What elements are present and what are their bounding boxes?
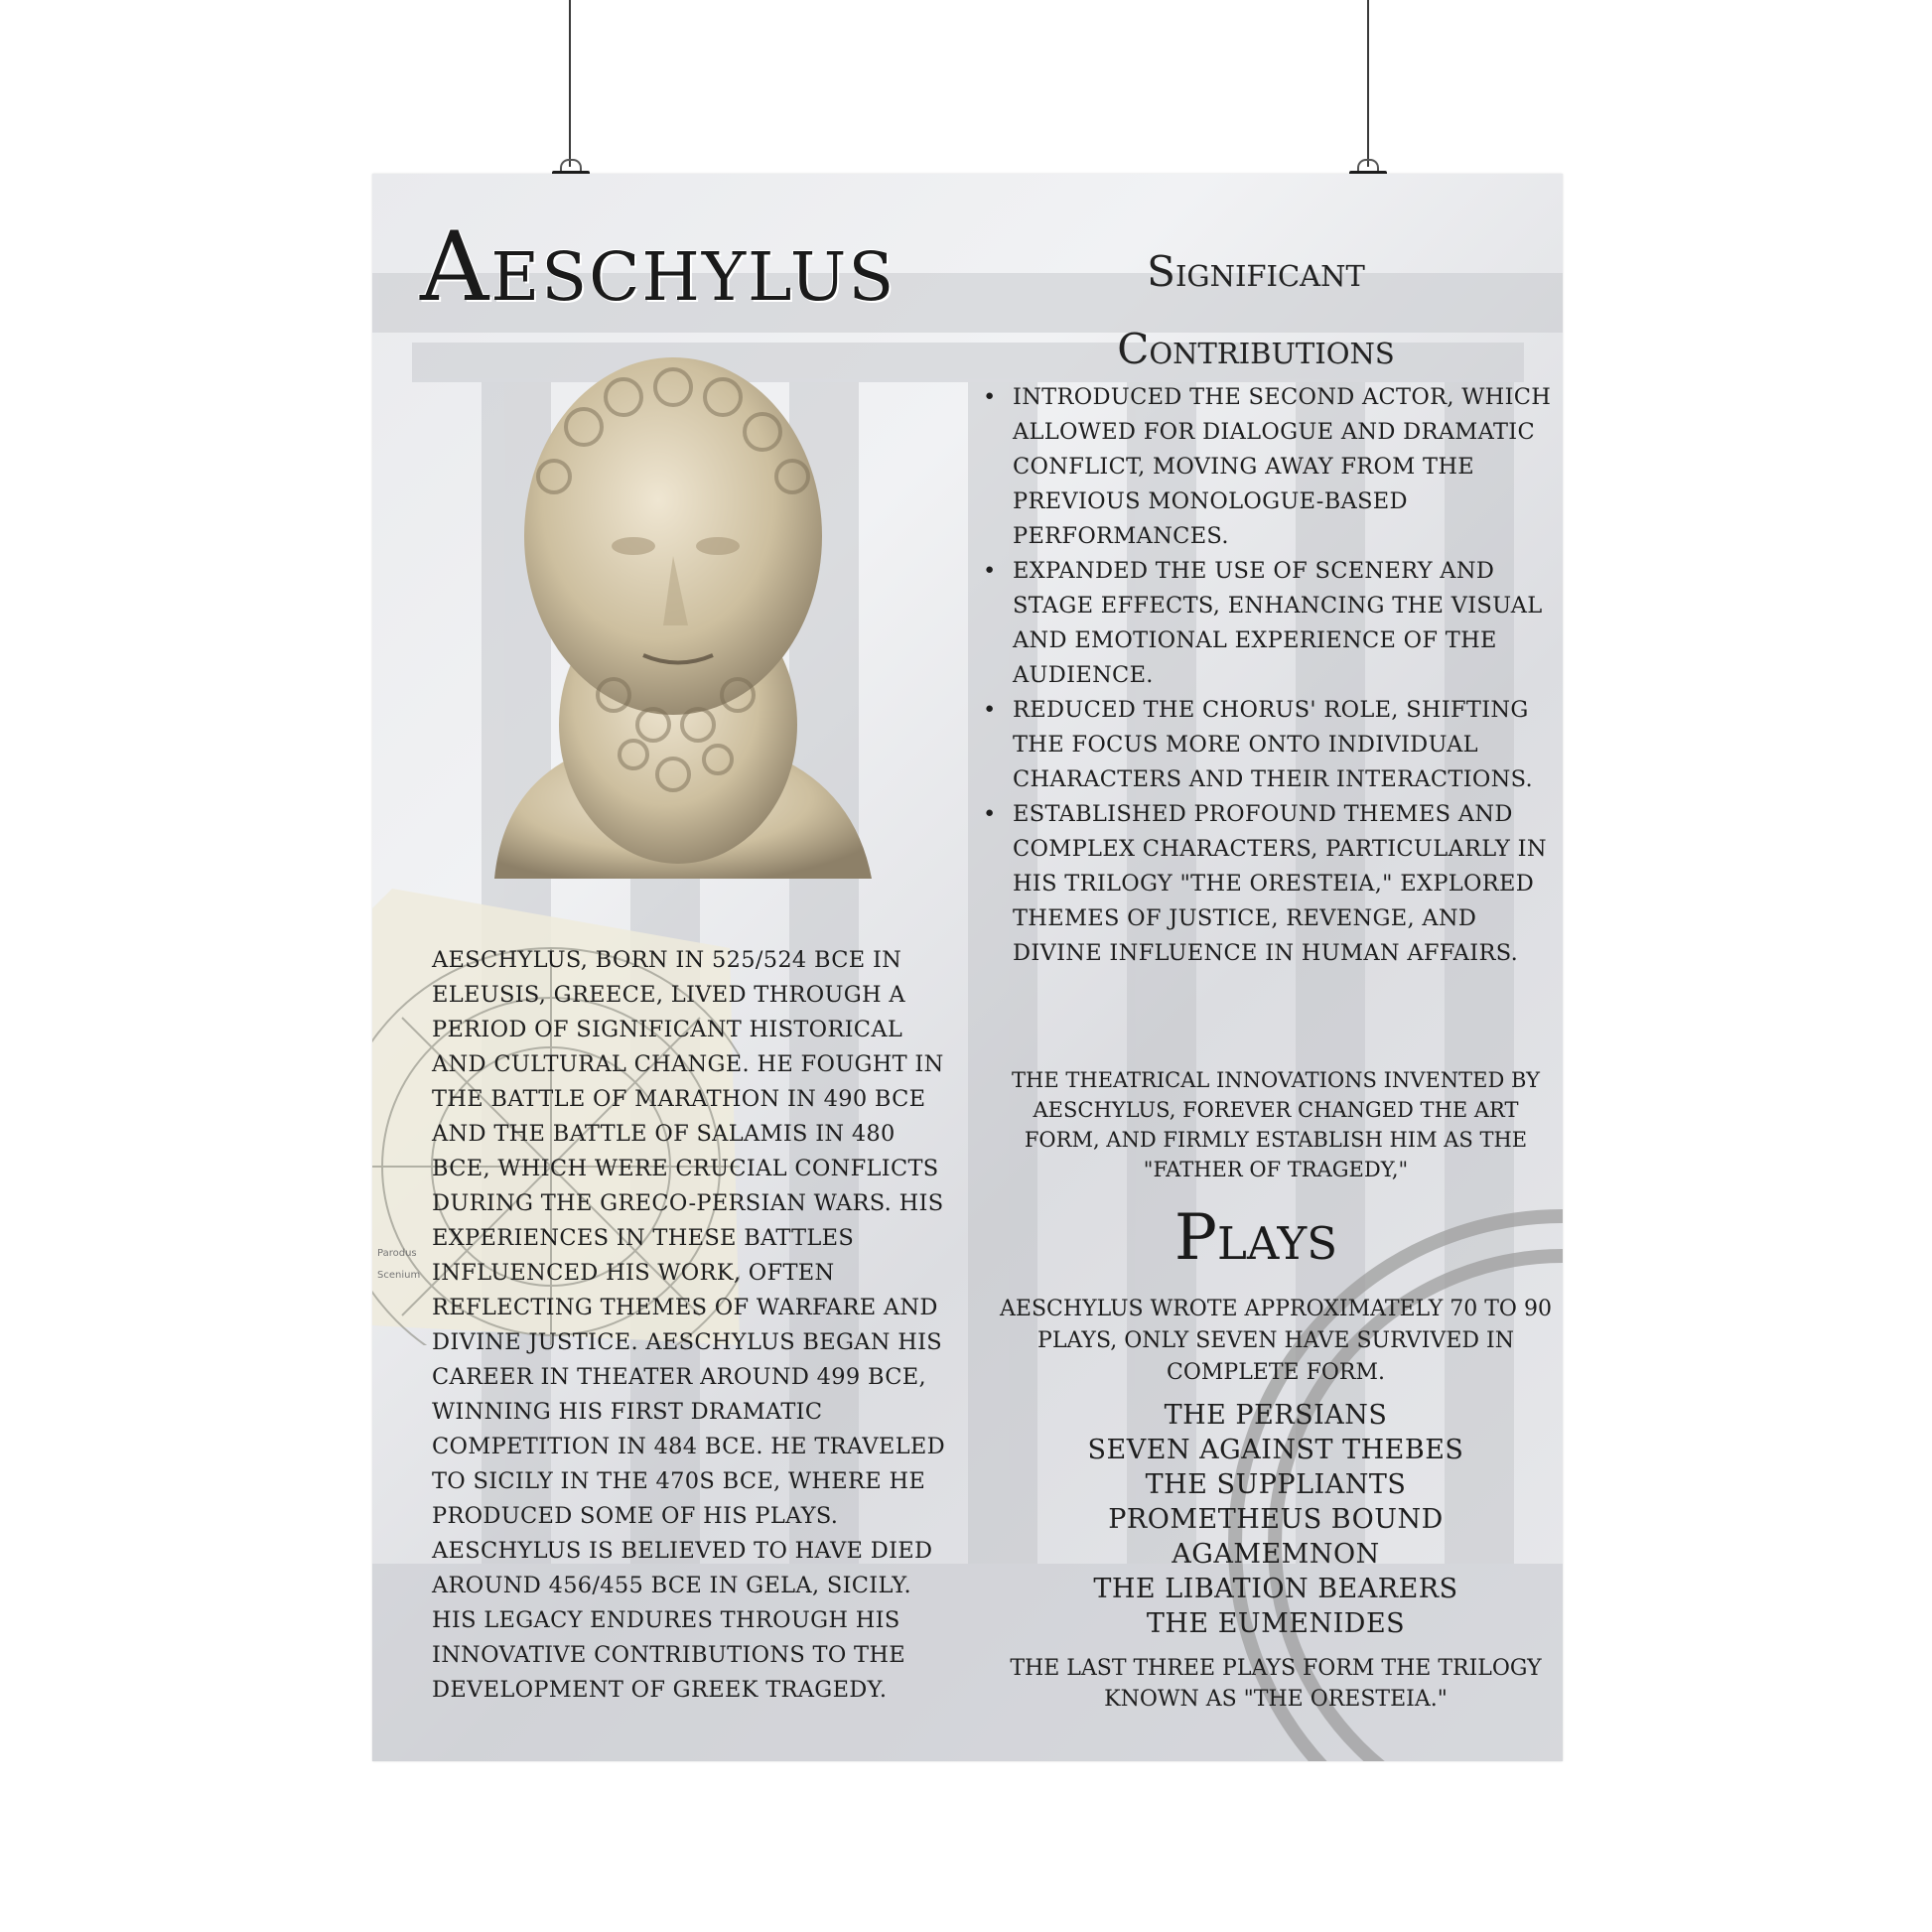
play-title: AGAMEMNON (1172, 1539, 1380, 1570)
contributions-heading (1067, 233, 1445, 388)
poster (372, 174, 1563, 1761)
biography-text: AESCHYLUS, BORN IN 525/524 BCE IN ELEUSIS, GREECE, LIVED THROUGH A PERIOD OF SIGNIFICANT HISTORICAL AND CULTURAL CHANGE. HE FOUGHT IN THE BATTLE OF MARATHON IN 490 BCE AND THE BATTLE OF SALAMIS IN 480 BCE, WHICH WERE CRUCIAL CONFLICTS DURING THE GRECO-PERSIAN WARS. HIS EXPERIENCES IN THESE BATTLES INFLUENCED HIS WORK, OFTEN REFLECTING THEMES OF WARFARE AND DIVINE JUSTICE. AESCHYLUS BEGAN HIS CAREER IN THEATER AROUND 499 BCE, WINNING HIS FIRST DRAMATIC COMPETITION IN 484 BCE. HE TRAVELED TO SICILY IN THE 470S BCE, WHERE HE PRODUCED SOME OF HIS PLAYS. AESCHYLUS IS BELIEVED TO HAVE DIED AROUND 456/455 BCE IN GELA, SICILY. HIS LEGACY ENDURES THROUGH HIS INNOVATIVE CONTRIBUTIONS TO THE DEVELOPMENT OF GREEK TRAGEDY. (432, 947, 945, 1703)
hanging-wire-right (1367, 0, 1369, 167)
play-title: THE LIBATION BEARERS (1093, 1574, 1458, 1604)
play-title: THE SUPPLIANTS (1145, 1469, 1407, 1500)
contribution-text: REDUCED THE CHORUS' ROLE, SHIFTING THE FOCUS MORE ONTO INDIVIDUAL CHARACTERS AND THEIR INTERACTIONS. (1013, 697, 1533, 792)
play-title: THE EUMENIDES (1146, 1608, 1406, 1639)
list-item (983, 693, 1554, 797)
list-item (983, 380, 1554, 554)
bullet-icon: • (983, 384, 997, 410)
diagram-label-parodus: Parodus (377, 1248, 417, 1259)
contributions-list (983, 380, 1554, 971)
list-item (983, 554, 1554, 693)
play-title: SEVEN AGAINST THEBES (1087, 1435, 1464, 1465)
contributions-heading-line2: Contributions (1117, 325, 1395, 373)
play-title: THE PERSIANS (1164, 1400, 1388, 1431)
plays-list (1028, 1398, 1524, 1641)
hanging-wire-left (569, 0, 571, 167)
bullet-icon: • (983, 801, 997, 827)
contributions-heading-line1: Significant (1147, 247, 1365, 296)
contribution-text: EXPANDED THE USE OF SCENERY AND STAGE EFFECTS, ENHANCING THE VISUAL AND EMOTIONAL EXPERIENCE OF THE AUDIENCE. (1013, 558, 1543, 688)
bullet-icon: • (983, 558, 997, 584)
innovations-summary: THE THEATRICAL INNOVATIONS INVENTED BY AESCHYLUS, FOREVER CHANGED THE ART FORM, AND FIRMLY ESTABLISH HIM AS THE "FATHER OF TRAGEDY," (1012, 1068, 1540, 1181)
aeschylus-bust-image (475, 338, 872, 879)
contribution-text: INTRODUCED THE SECOND ACTOR, WHICH ALLOWED FOR DIALOGUE AND DRAMATIC CONFLICT, MOVING AWAY FROM THE PREVIOUS MONOLOGUE-BASED PERFORMANCES. (1013, 384, 1552, 549)
plays-heading: Plays (1173, 1201, 1338, 1275)
play-title: PROMETHEUS BOUND (1108, 1504, 1444, 1535)
contribution-text: ESTABLISHED PROFOUND THEMES AND COMPLEX CHARACTERS, PARTICULARLY IN HIS TRILOGY "THE ORESTEIA," EXPLORED THEMES OF JUSTICE, REVENGE, AND DIVINE INFLUENCE IN HUMAN AFFAIRS. (1013, 801, 1547, 966)
plays-intro: AESCHYLUS WROTE APPROXIMATELY 70 TO 90 PLAYS, ONLY SEVEN HAVE SURVIVED IN COMPLETE FORM. (1000, 1297, 1552, 1385)
list-item (983, 797, 1554, 971)
page-title: Aeschylus (420, 211, 897, 323)
bullet-icon: • (983, 697, 997, 723)
oresteia-note: THE LAST THREE PLAYS FORM THE TRILOGY KNOWN AS "THE ORESTEIA." (1010, 1656, 1542, 1712)
diagram-label-scenium: Scenium (377, 1270, 421, 1281)
